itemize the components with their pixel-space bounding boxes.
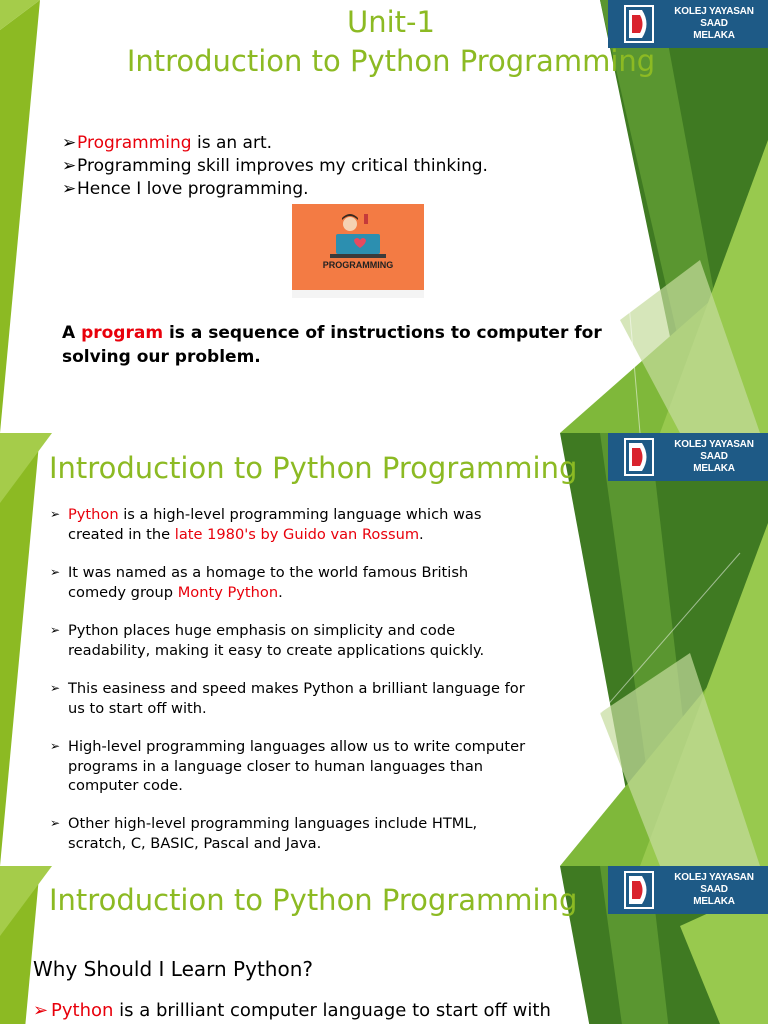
logo-text [664,439,764,475]
bullet-arrow-icon: ➢ [62,156,77,176]
bullet-highlight: Python [51,1000,114,1021]
bullet-arrow-icon: ➢ [33,1000,49,1021]
slide-1-bullet-1 [62,132,272,154]
programming-illustration [292,204,424,298]
bullet-arrow-icon: ➢ [62,133,77,153]
bullet-text: created in the [68,525,175,543]
programmer-laptop-icon [292,204,424,298]
illustration-label: PROGRAMMING [322,260,394,270]
bullet-text: Programming skill improves my critical thinking. [77,156,488,176]
slide-3-subtitle: Why Should I Learn Python? [33,957,313,981]
bullet-arrow-icon: ➢ [50,507,61,521]
bullet-text: programs in a language closer to human languages than [68,757,484,775]
slide-2-bullet-6 [50,814,590,853]
slide-2-title: Introduction to Python Programming [49,451,578,485]
bullet-text: is an art. [191,133,273,153]
slide-3 [0,866,768,1024]
bullet-text: us to start off with. [68,699,207,717]
bullet-arrow-icon: ➢ [62,179,77,199]
bullet-arrow-icon: ➢ [50,739,61,753]
slide-1-bullet-2 [62,155,488,177]
slide-1-title-line-1: Unit-1 [347,5,435,39]
bullet-text: High-level programming languages allow us to write computer [68,738,526,755]
slide-1-title-line-2: Introduction to Python Programming [126,44,656,78]
program-definition [62,321,662,369]
bullet-text: computer code. [68,777,183,794]
bullet-text: comedy group [68,583,178,601]
bullet-text: It was named as a homage to the world famous British [68,564,469,581]
logo-text [664,872,764,908]
bullet-text: Python places huge emphasis on simplicity and code [68,622,456,639]
logo-line-2: MELAKA [693,896,735,907]
bullet-highlight: Python [68,506,119,523]
logo-emblem-icon [624,438,654,476]
college-logo [608,433,768,481]
logo-line-1: KOLEJ YAYASAN SAAD [674,872,754,895]
bullet-highlight: Monty Python [177,583,279,601]
slide-2-bullet-3 [50,621,590,660]
slide-1 [0,0,768,433]
bullet-arrow-icon: ➢ [50,681,61,695]
bullet-highlight: Programming [77,133,192,153]
logo-line-2: MELAKA [693,463,735,474]
bullet-text: readability, making it easy to create applications quickly. [68,641,485,659]
bullet-arrow-icon: ➢ [50,623,61,637]
illustration-footer [292,290,424,298]
slide-2-bullet-2 [50,563,590,602]
definition-text: is a sequence of instructions to computer for solving our problem. [62,323,602,367]
slide-2 [0,433,768,866]
bullet-text: is a brilliant computer language to start off with [113,1000,551,1021]
slide-3-title: Introduction to Python Programming [49,883,578,917]
slide-2-bullet-5 [50,737,590,796]
logo-line-1: KOLEJ YAYASAN SAAD [674,6,754,29]
definition-highlight: program [81,323,164,343]
bullet-text: . [419,525,424,543]
bullet-text: Other high-level programming languages include HTML, [68,815,478,832]
bullet-arrow-icon: ➢ [50,816,61,830]
college-logo [608,866,768,914]
bullet-highlight: late 1980's by Guido van Rossum [174,525,420,543]
logo-line-1: KOLEJ YAYASAN SAAD [674,439,754,462]
slide-2-bullet-4 [50,679,590,718]
slide-2-bullet-1 [50,505,590,544]
bullet-arrow-icon: ➢ [50,565,61,579]
bullet-text: Hence I love programming. [77,179,309,199]
slide-1-bullet-3 [62,178,309,200]
logo-emblem-icon [624,871,654,909]
bullet-text: scratch, C, BASIC, Pascal and Java. [68,834,322,852]
bullet-text: This easiness and speed makes Python a brilliant language for [68,680,525,697]
definition-prefix: A [62,323,82,343]
slide-3-bullet-1 [33,1000,551,1022]
logo-line-2: MELAKA [693,30,735,41]
bullet-text: is a high-level programming language which was [118,506,482,523]
bullet-text: . [278,583,283,601]
